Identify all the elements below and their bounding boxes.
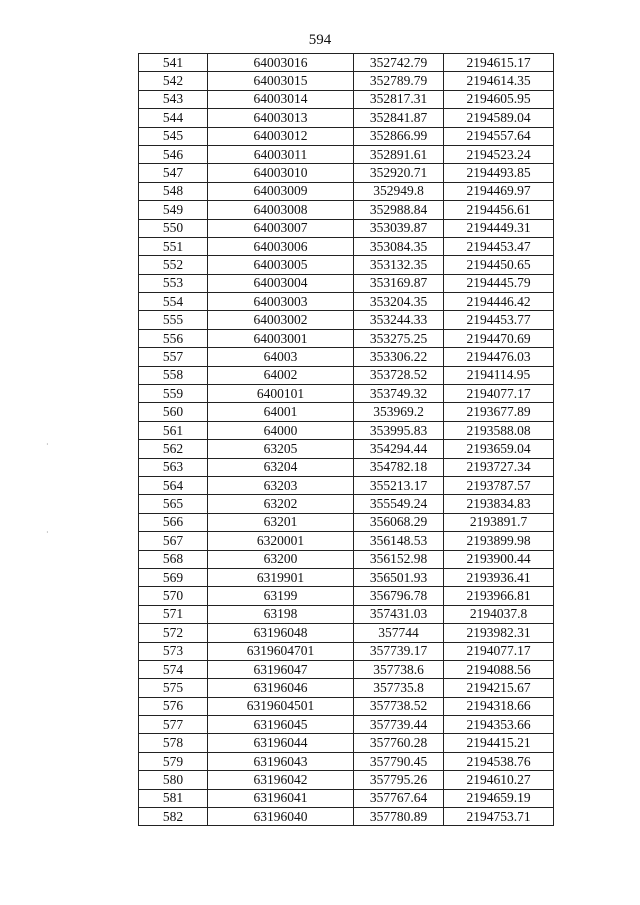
point-code-cell: 63199 bbox=[208, 587, 354, 605]
table-row bbox=[139, 182, 554, 200]
point-number-cell: 569 bbox=[139, 568, 208, 586]
y-coordinate-cell: 2193982.31 bbox=[444, 624, 554, 642]
point-number-cell: 544 bbox=[139, 109, 208, 127]
table-row bbox=[139, 109, 554, 127]
table-row bbox=[139, 458, 554, 476]
table-row bbox=[139, 587, 554, 605]
table-row bbox=[139, 550, 554, 568]
point-code-cell: 63196048 bbox=[208, 624, 354, 642]
point-code-cell: 6319604701 bbox=[208, 642, 354, 660]
point-number-cell: 548 bbox=[139, 182, 208, 200]
y-coordinate-cell: 2194037.8 bbox=[444, 605, 554, 623]
table-row bbox=[139, 752, 554, 770]
y-coordinate-cell: 2194353.66 bbox=[444, 716, 554, 734]
point-code-cell: 64003015 bbox=[208, 72, 354, 90]
table-row bbox=[139, 476, 554, 494]
y-coordinate-cell: 2194445.79 bbox=[444, 274, 554, 292]
table-row bbox=[139, 532, 554, 550]
x-coordinate-cell: 352841.87 bbox=[354, 109, 444, 127]
point-code-cell: 63196040 bbox=[208, 808, 354, 826]
point-number-cell: 579 bbox=[139, 752, 208, 770]
y-coordinate-cell: 2193588.08 bbox=[444, 421, 554, 439]
table-row bbox=[139, 624, 554, 642]
table-row bbox=[139, 421, 554, 439]
table-row bbox=[139, 385, 554, 403]
point-code-cell: 64003007 bbox=[208, 219, 354, 237]
y-coordinate-cell: 2194077.17 bbox=[444, 385, 554, 403]
point-code-cell: 64003004 bbox=[208, 274, 354, 292]
y-coordinate-cell: 2194469.97 bbox=[444, 182, 554, 200]
table-row bbox=[139, 90, 554, 108]
y-coordinate-cell: 2193727.34 bbox=[444, 458, 554, 476]
y-coordinate-cell: 2194659.19 bbox=[444, 789, 554, 807]
point-number-cell: 560 bbox=[139, 403, 208, 421]
x-coordinate-cell: 353995.83 bbox=[354, 421, 444, 439]
point-code-cell: 63201 bbox=[208, 513, 354, 531]
point-code-cell: 63198 bbox=[208, 605, 354, 623]
y-coordinate-cell: 2193966.81 bbox=[444, 587, 554, 605]
point-number-cell: 581 bbox=[139, 789, 208, 807]
x-coordinate-cell: 352742.79 bbox=[354, 54, 444, 72]
point-number-cell: 561 bbox=[139, 421, 208, 439]
point-number-cell: 546 bbox=[139, 145, 208, 163]
x-coordinate-cell: 352920.71 bbox=[354, 164, 444, 182]
x-coordinate-cell: 353169.87 bbox=[354, 274, 444, 292]
table-row bbox=[139, 697, 554, 715]
y-coordinate-cell: 2194538.76 bbox=[444, 752, 554, 770]
y-coordinate-cell: 2194605.95 bbox=[444, 90, 554, 108]
table-row bbox=[139, 72, 554, 90]
point-number-cell: 572 bbox=[139, 624, 208, 642]
point-code-cell: 64001 bbox=[208, 403, 354, 421]
point-number-cell: 556 bbox=[139, 329, 208, 347]
x-coordinate-cell: 356068.29 bbox=[354, 513, 444, 531]
y-coordinate-cell: 2194449.31 bbox=[444, 219, 554, 237]
x-coordinate-cell: 354294.44 bbox=[354, 440, 444, 458]
x-coordinate-cell: 357738.6 bbox=[354, 660, 444, 678]
x-coordinate-cell: 353084.35 bbox=[354, 237, 444, 255]
x-coordinate-cell: 357739.44 bbox=[354, 716, 444, 734]
y-coordinate-cell: 2194456.61 bbox=[444, 201, 554, 219]
point-number-cell: 562 bbox=[139, 440, 208, 458]
point-number-cell: 542 bbox=[139, 72, 208, 90]
point-code-cell: 63205 bbox=[208, 440, 354, 458]
point-code-cell: 63196047 bbox=[208, 660, 354, 678]
coordinates-table-body bbox=[139, 54, 554, 826]
x-coordinate-cell: 352891.61 bbox=[354, 145, 444, 163]
point-code-cell: 6400101 bbox=[208, 385, 354, 403]
x-coordinate-cell: 357790.45 bbox=[354, 752, 444, 770]
scan-mark: · bbox=[46, 528, 49, 537]
y-coordinate-cell: 2194493.85 bbox=[444, 164, 554, 182]
point-number-cell: 551 bbox=[139, 237, 208, 255]
point-number-cell: 576 bbox=[139, 697, 208, 715]
scan-mark: · bbox=[46, 440, 49, 449]
point-number-cell: 558 bbox=[139, 366, 208, 384]
table-row bbox=[139, 605, 554, 623]
y-coordinate-cell: 2194450.65 bbox=[444, 256, 554, 274]
point-code-cell: 63203 bbox=[208, 476, 354, 494]
point-number-cell: 555 bbox=[139, 311, 208, 329]
table-row bbox=[139, 54, 554, 72]
point-code-cell: 64003005 bbox=[208, 256, 354, 274]
point-number-cell: 577 bbox=[139, 716, 208, 734]
y-coordinate-cell: 2194557.64 bbox=[444, 127, 554, 145]
x-coordinate-cell: 357738.52 bbox=[354, 697, 444, 715]
table-row bbox=[139, 201, 554, 219]
point-code-cell: 64002 bbox=[208, 366, 354, 384]
x-coordinate-cell: 355549.24 bbox=[354, 495, 444, 513]
table-row bbox=[139, 789, 554, 807]
point-code-cell: 63196041 bbox=[208, 789, 354, 807]
point-number-cell: 566 bbox=[139, 513, 208, 531]
y-coordinate-cell: 2194753.71 bbox=[444, 808, 554, 826]
point-number-cell: 580 bbox=[139, 771, 208, 789]
table-row bbox=[139, 642, 554, 660]
point-code-cell: 6319604501 bbox=[208, 697, 354, 715]
point-number-cell: 568 bbox=[139, 550, 208, 568]
table-row bbox=[139, 808, 554, 826]
table-row bbox=[139, 237, 554, 255]
point-code-cell: 64003 bbox=[208, 348, 354, 366]
table-row bbox=[139, 164, 554, 182]
y-coordinate-cell: 2194318.66 bbox=[444, 697, 554, 715]
point-code-cell: 6319901 bbox=[208, 568, 354, 586]
x-coordinate-cell: 353306.22 bbox=[354, 348, 444, 366]
point-code-cell: 64003013 bbox=[208, 109, 354, 127]
point-code-cell: 64003009 bbox=[208, 182, 354, 200]
table-row bbox=[139, 716, 554, 734]
x-coordinate-cell: 357735.8 bbox=[354, 679, 444, 697]
page-number: 594 bbox=[308, 32, 332, 48]
point-code-cell: 64003014 bbox=[208, 90, 354, 108]
table-row bbox=[139, 660, 554, 678]
x-coordinate-cell: 354782.18 bbox=[354, 458, 444, 476]
y-coordinate-cell: 2194610.27 bbox=[444, 771, 554, 789]
x-coordinate-cell: 353244.33 bbox=[354, 311, 444, 329]
y-coordinate-cell: 2194523.24 bbox=[444, 145, 554, 163]
x-coordinate-cell: 352988.84 bbox=[354, 201, 444, 219]
point-code-cell: 63196042 bbox=[208, 771, 354, 789]
x-coordinate-cell: 353728.52 bbox=[354, 366, 444, 384]
point-number-cell: 571 bbox=[139, 605, 208, 623]
point-number-cell: 582 bbox=[139, 808, 208, 826]
x-coordinate-cell: 357739.17 bbox=[354, 642, 444, 660]
table-row bbox=[139, 274, 554, 292]
x-coordinate-cell: 356148.53 bbox=[354, 532, 444, 550]
point-number-cell: 554 bbox=[139, 293, 208, 311]
table-row bbox=[139, 513, 554, 531]
y-coordinate-cell: 2193787.57 bbox=[444, 476, 554, 494]
point-code-cell: 64003006 bbox=[208, 237, 354, 255]
table-row bbox=[139, 366, 554, 384]
x-coordinate-cell: 357795.26 bbox=[354, 771, 444, 789]
x-coordinate-cell: 357760.28 bbox=[354, 734, 444, 752]
point-number-cell: 543 bbox=[139, 90, 208, 108]
y-coordinate-cell: 2193936.41 bbox=[444, 568, 554, 586]
y-coordinate-cell: 2194470.69 bbox=[444, 329, 554, 347]
point-number-cell: 578 bbox=[139, 734, 208, 752]
point-code-cell: 63204 bbox=[208, 458, 354, 476]
x-coordinate-cell: 352789.79 bbox=[354, 72, 444, 90]
point-code-cell: 63196043 bbox=[208, 752, 354, 770]
point-number-cell: 565 bbox=[139, 495, 208, 513]
y-coordinate-cell: 2194476.03 bbox=[444, 348, 554, 366]
y-coordinate-cell: 2194453.47 bbox=[444, 237, 554, 255]
point-number-cell: 567 bbox=[139, 532, 208, 550]
x-coordinate-cell: 352866.99 bbox=[354, 127, 444, 145]
point-code-cell: 64003011 bbox=[208, 145, 354, 163]
point-code-cell: 64003003 bbox=[208, 293, 354, 311]
x-coordinate-cell: 356796.78 bbox=[354, 587, 444, 605]
y-coordinate-cell: 2194453.77 bbox=[444, 311, 554, 329]
x-coordinate-cell: 352817.31 bbox=[354, 90, 444, 108]
point-number-cell: 570 bbox=[139, 587, 208, 605]
x-coordinate-cell: 352949.8 bbox=[354, 182, 444, 200]
y-coordinate-cell: 2194077.17 bbox=[444, 642, 554, 660]
point-code-cell: 6320001 bbox=[208, 532, 354, 550]
y-coordinate-cell: 2193834.83 bbox=[444, 495, 554, 513]
point-code-cell: 64000 bbox=[208, 421, 354, 439]
table-row bbox=[139, 403, 554, 421]
point-number-cell: 557 bbox=[139, 348, 208, 366]
table-row bbox=[139, 293, 554, 311]
point-code-cell: 64003016 bbox=[208, 54, 354, 72]
y-coordinate-cell: 2194088.56 bbox=[444, 660, 554, 678]
y-coordinate-cell: 2193677.89 bbox=[444, 403, 554, 421]
point-number-cell: 553 bbox=[139, 274, 208, 292]
point-code-cell: 63200 bbox=[208, 550, 354, 568]
table-row bbox=[139, 219, 554, 237]
x-coordinate-cell: 357431.03 bbox=[354, 605, 444, 623]
point-number-cell: 541 bbox=[139, 54, 208, 72]
point-number-cell: 550 bbox=[139, 219, 208, 237]
point-number-cell: 563 bbox=[139, 458, 208, 476]
point-code-cell: 63196045 bbox=[208, 716, 354, 734]
table-row bbox=[139, 734, 554, 752]
table-row bbox=[139, 440, 554, 458]
x-coordinate-cell: 357767.64 bbox=[354, 789, 444, 807]
table-row bbox=[139, 679, 554, 697]
point-number-cell: 575 bbox=[139, 679, 208, 697]
point-code-cell: 64003012 bbox=[208, 127, 354, 145]
y-coordinate-cell: 2194215.67 bbox=[444, 679, 554, 697]
point-code-cell: 63202 bbox=[208, 495, 354, 513]
point-code-cell: 64003002 bbox=[208, 311, 354, 329]
point-number-cell: 549 bbox=[139, 201, 208, 219]
point-number-cell: 573 bbox=[139, 642, 208, 660]
y-coordinate-cell: 2193899.98 bbox=[444, 532, 554, 550]
y-coordinate-cell: 2194446.42 bbox=[444, 293, 554, 311]
x-coordinate-cell: 353275.25 bbox=[354, 329, 444, 347]
point-number-cell: 547 bbox=[139, 164, 208, 182]
x-coordinate-cell: 353749.32 bbox=[354, 385, 444, 403]
x-coordinate-cell: 356152.98 bbox=[354, 550, 444, 568]
x-coordinate-cell: 357780.89 bbox=[354, 808, 444, 826]
table-row bbox=[139, 311, 554, 329]
table-row bbox=[139, 771, 554, 789]
table-row bbox=[139, 329, 554, 347]
y-coordinate-cell: 2194615.17 bbox=[444, 54, 554, 72]
x-coordinate-cell: 353039.87 bbox=[354, 219, 444, 237]
table-row bbox=[139, 127, 554, 145]
coordinates-table bbox=[138, 53, 554, 826]
y-coordinate-cell: 2193900.44 bbox=[444, 550, 554, 568]
y-coordinate-cell: 2193659.04 bbox=[444, 440, 554, 458]
point-number-cell: 564 bbox=[139, 476, 208, 494]
x-coordinate-cell: 353204.35 bbox=[354, 293, 444, 311]
point-code-cell: 63196044 bbox=[208, 734, 354, 752]
point-number-cell: 552 bbox=[139, 256, 208, 274]
point-code-cell: 64003008 bbox=[208, 201, 354, 219]
x-coordinate-cell: 353132.35 bbox=[354, 256, 444, 274]
table-row bbox=[139, 145, 554, 163]
table-row bbox=[139, 568, 554, 586]
point-code-cell: 64003010 bbox=[208, 164, 354, 182]
x-coordinate-cell: 353969.2 bbox=[354, 403, 444, 421]
point-number-cell: 574 bbox=[139, 660, 208, 678]
x-coordinate-cell: 357744 bbox=[354, 624, 444, 642]
y-coordinate-cell: 2194415.21 bbox=[444, 734, 554, 752]
table-row bbox=[139, 495, 554, 513]
y-coordinate-cell: 2193891.7 bbox=[444, 513, 554, 531]
y-coordinate-cell: 2194614.35 bbox=[444, 72, 554, 90]
point-code-cell: 64003001 bbox=[208, 329, 354, 347]
point-number-cell: 545 bbox=[139, 127, 208, 145]
point-code-cell: 63196046 bbox=[208, 679, 354, 697]
y-coordinate-cell: 2194589.04 bbox=[444, 109, 554, 127]
point-number-cell: 559 bbox=[139, 385, 208, 403]
y-coordinate-cell: 2194114.95 bbox=[444, 366, 554, 384]
x-coordinate-cell: 355213.17 bbox=[354, 476, 444, 494]
table-row bbox=[139, 256, 554, 274]
table-row bbox=[139, 348, 554, 366]
x-coordinate-cell: 356501.93 bbox=[354, 568, 444, 586]
